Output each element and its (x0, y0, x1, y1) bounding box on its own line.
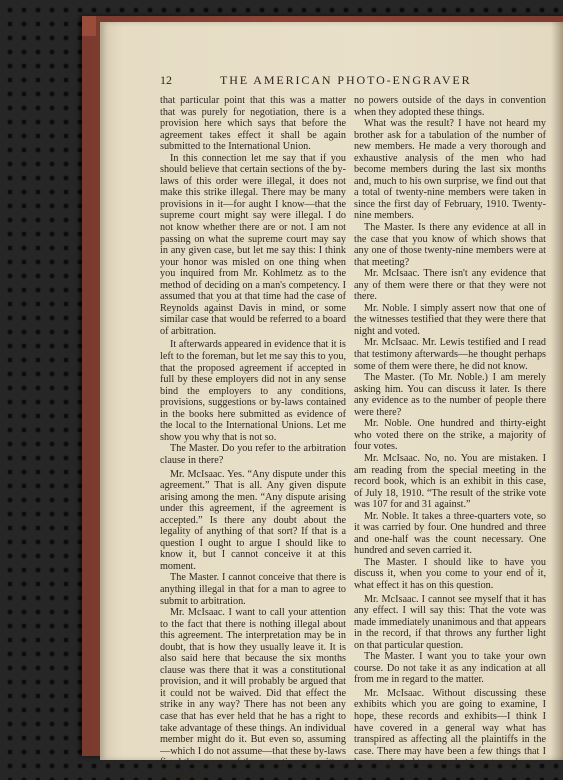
paragraph: The Master. Is there any evidence at all in the case that you know of which shows that any one of those twenty-nine members were at that meeting? (354, 222, 546, 268)
running-head (160, 73, 555, 89)
journal-title: THE AMERICAN PHOTO-ENGRAVER (220, 73, 472, 87)
paragraph: The Master. (To Mr. Noble.) I am merely asking him. You can discuss it later. Is there any evidence as to the number of people there were there? (354, 372, 546, 418)
page-number: 12 (160, 73, 172, 87)
paragraph: It afterwards appeared in evidence that it is left to the foreman, but let me say this to you, that the proposed agreement if accepted in full by these employers did not in any sense bind the employers to any conditions, provisions, suggestions or by-laws contained in the books here submitted as evidence of the local to the International Unions. Let me show you why that is not so. (160, 339, 346, 443)
paragraph: Mr. McIsaac. Mr. Lewis testified and I read that testimony afterwards—he thought perhaps some of them were there, he did not know. (354, 337, 546, 372)
right-column (354, 95, 546, 769)
paragraph: Mr. Noble. It takes a three-quarters vote, so it was carried by four. One hundred and three and one-half was the count necessary. One hundred and seven carried it. (354, 510, 546, 557)
page-gutter-shadow (551, 22, 563, 760)
paragraph: Mr. McIsaac. There isn't any evidence that any of them were there or that they were not there. (354, 268, 546, 303)
paragraph: The Master. I should like to have you discuss it, when you come to your end of it, what effect it has on this question. (354, 556, 546, 591)
left-column (160, 95, 346, 780)
paragraph: The Master. Do you refer to the arbitration clause in there? (160, 443, 346, 466)
paragraph: Mr. McIsaac. Yes. “Any dispute under this agreement.” That is all. Any given dispute arising among the men. “Any dispute arising under this agreement, if the agreement is accepted.” Is there any doubt about the legality of anything of that sort? If that is a question I ought to argue I should like to know it, but I cannot conceive it at this moment. (160, 468, 346, 572)
paragraph: that particular point that this was a matter that was purely for negotiation, there is a provision here which says that before the agreement takes effect it shall be again submitted to the International Union. (160, 95, 346, 153)
paragraph: Mr. Noble. I simply assert now that one of the witnesses testified that they were there that night and voted. (354, 302, 546, 337)
paragraph: Mr. McIsaac. I cannot see myself that it has any effect. I will say this: That the vote was made immediately unanimous and that appears in the record, if that throws any further light on that particular question. (354, 593, 546, 651)
paragraph: Mr. McIsaac. No, no. You are mistaken. I am reading from the special meeting in the record book, which is an exhibit in this case, of July 18, 1910. “The result of the strike vote was 107 for and 31 against.” (354, 452, 546, 511)
paragraph: What was the result? I have not heard my brother ask for a tabulation of the number of new members. He made a very thorough and exhaustive analysis of the men who had become members during the last six months and, much to his own surprise, we find out that a total of twenty-nine members were taken in since the first day of February, 1910. Twenty-nine members. (354, 118, 546, 222)
cover-corner (82, 16, 96, 36)
paragraph: The Master. I want you to take your own course. Do not take it as any indication at all from me in regard to the matter. (354, 651, 546, 686)
paragraph: In this connection let me say that if you should believe that certain sections of the by-laws of this order were illegal, it does not make this strike illegal. There may be many provisions in it—for aught I know—that the supreme court might say were illegal. I do not know whether there are or not. I am not passing on what the supreme court may say in any given case, but let me say this: I think your honor was misled on one thing when you inquired from Mr. Kohlmetz as to the method of deciding on a man's competency. I assumed that you at that time had the case of Reynolds against Davis in mind, or some similar case that would be referred to a board of arbitration. (160, 152, 346, 337)
paragraph: Mr. McIsaac. Without discussing these exhibits which you are going to examine, I hope, these records and exhibits—I think I have covered in a general way what has transpired as affecting all the plaintiffs in the case. There may have been a few things that I have neglected to cover, but in a general way (354, 687, 546, 769)
paragraph: no powers outside of the days in convention when they adopted these things. (354, 95, 546, 118)
paragraph: The Master. I cannot conceive that there is anything illegal in that for a man to agree to submit to arbitration. (160, 572, 346, 607)
paragraph: Mr. Noble. One hundred and thirty-eight who voted there on the strike, a majority of four votes. (354, 418, 546, 453)
paragraph: Mr. McIsaac. I want to call your attention to the fact that there is nothing illegal about this agreement. The interpretation may be in doubt, that is how they usually leave it. It is also said here that because the six months clause was there that it was a constitutional provision, and it will probably be argued that it could not be waived. Did that effect the strike in any way? There has not been any case that has ever held that he has a right to take advantage of these things. An individual member might do it. But even so, assuming—which I do not assume—that these by-laws fixed the powers of the executive committee, and that it had (160, 607, 346, 780)
